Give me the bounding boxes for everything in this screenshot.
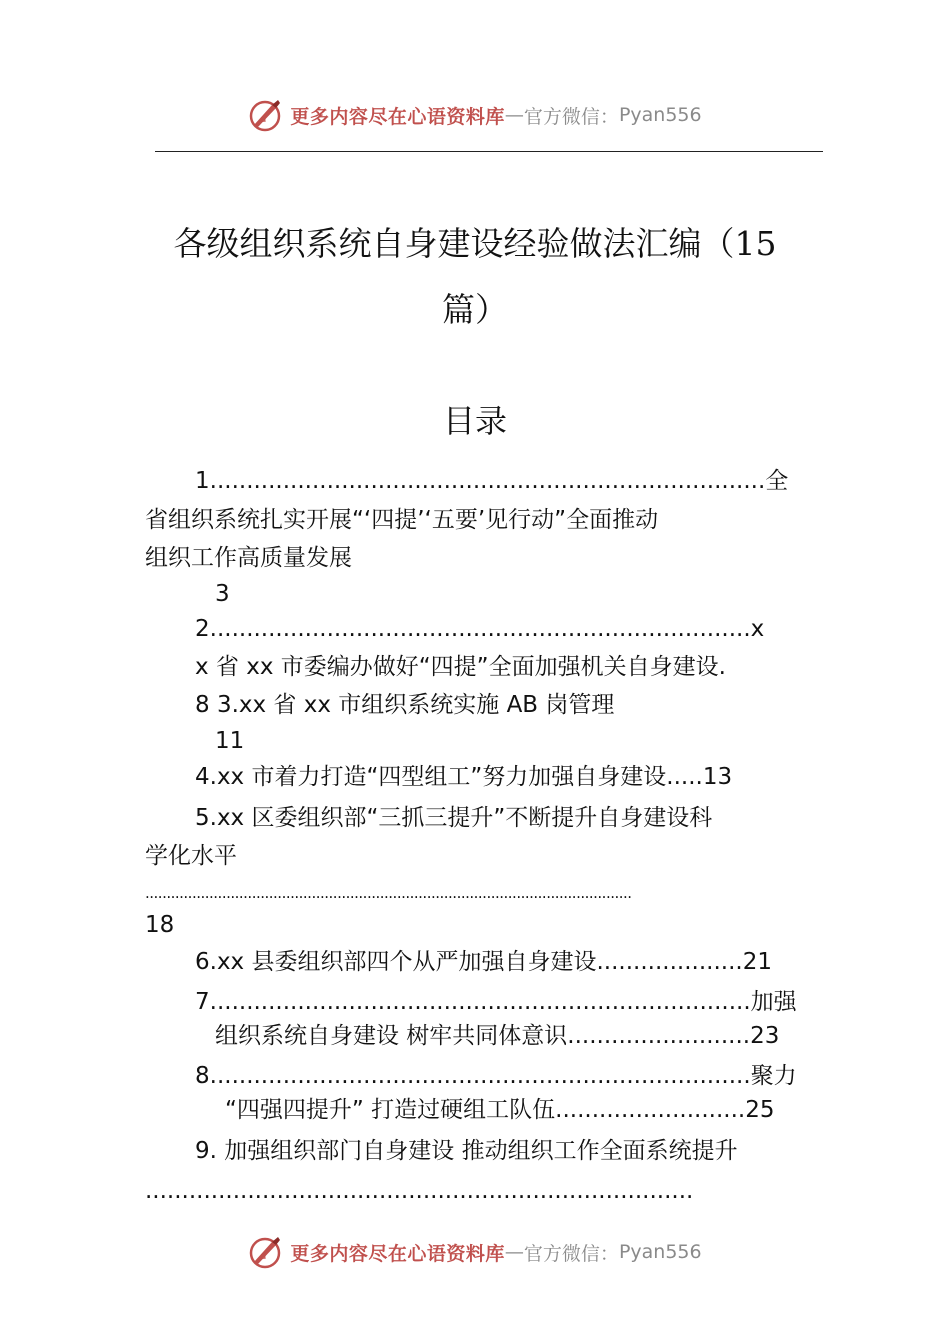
toc-line: 6.xx 县委组织部四个从严加强自身建设....................21 xyxy=(195,949,772,975)
toc-line: 8 3.xx 省 xx 市组织系统实施 AB 岗管理 xyxy=(195,692,615,718)
document-title-line2: 篇） xyxy=(442,290,508,329)
toc-line: 11 xyxy=(215,728,245,754)
toc-line: ........................................................................... xyxy=(145,1178,694,1204)
svg-text:d: d xyxy=(260,1251,267,1262)
toc-line: 组织系统自身建设 树牢共同体意识.........................23 xyxy=(215,1023,780,1049)
toc-line: x 省 xx 市委编办做好“四提”全面加强机关自身建设. xyxy=(195,654,726,680)
header-banner xyxy=(0,95,950,135)
toc-line: 9. 加强组织部门自身建设 推动组织工作全面系统提升 xyxy=(195,1138,738,1164)
toc-line: 7..........................................................................加强 xyxy=(195,989,797,1015)
header-divider xyxy=(155,151,823,152)
footer-wechat-label: 官方微信： xyxy=(523,1242,619,1265)
toc-line: 省组织系统扎实开展“‘四提’‘五要’见行动”全面推动 xyxy=(145,507,659,533)
footer-brand-text: 更多内容尽在心语资料库 xyxy=(290,1242,505,1265)
toc-line: 5.xx 区委组织部“三抓三提升”不断提升自身建设科 xyxy=(195,805,713,831)
footer-wechat-id: Pyan556 xyxy=(618,1241,702,1263)
pen-logo-icon xyxy=(248,1234,284,1270)
footer-banner xyxy=(0,1232,950,1272)
toc-line: 3 xyxy=(215,581,230,607)
toc-line: 1............................................................................全 xyxy=(195,468,789,494)
toc-heading: 目录 xyxy=(442,402,507,440)
toc-line: .................................................................................................................. xyxy=(145,884,632,902)
header-separator: — xyxy=(504,104,524,126)
toc-line: 8..........................................................................聚力 xyxy=(195,1063,797,1089)
toc-line: “四强四提升” 打造过硬组工队伍..........................25 xyxy=(225,1097,775,1123)
header-wechat-id: Pyan556 xyxy=(618,104,702,126)
header-wechat-label: 官方微信： xyxy=(523,105,619,128)
toc-line: 18 xyxy=(145,912,175,938)
document-title-line1: 各级组织系统自身建设经验做法汇编（15 xyxy=(173,224,777,263)
toc-line: 学化水平 xyxy=(145,843,237,869)
pen-logo-icon xyxy=(248,97,284,133)
toc-line: 2..........................................................................x xyxy=(195,616,765,642)
svg-text:d: d xyxy=(260,114,267,125)
footer-separator: — xyxy=(504,1241,524,1263)
toc-line: 组织工作高质量发展 xyxy=(145,545,352,571)
header-brand-text: 更多内容尽在心语资料库 xyxy=(290,105,505,128)
toc-line: 4.xx 市着力打造“四型组工”努力加强自身建设.....13 xyxy=(195,764,733,790)
